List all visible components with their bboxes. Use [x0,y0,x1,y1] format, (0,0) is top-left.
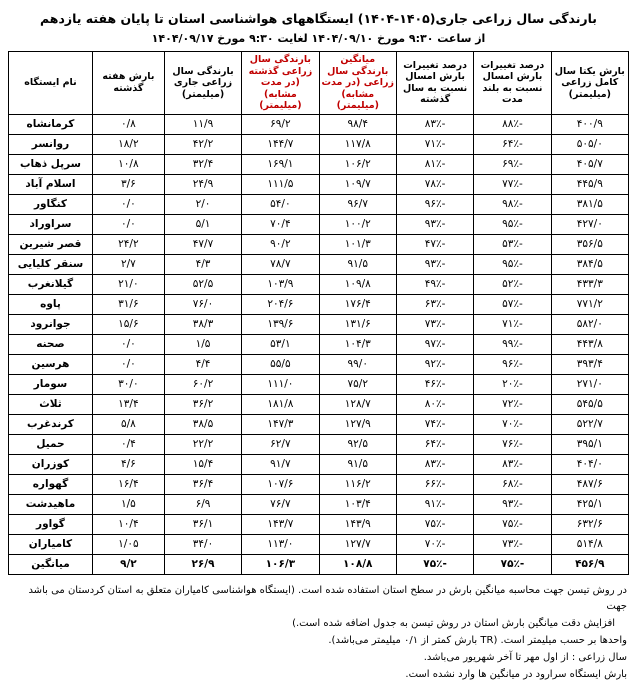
cell-lastyear-same-period: ۱۴۴/۷ [242,134,319,154]
cell-full-year: ۴۵۶/۹ [551,554,628,574]
footnotes [8,583,629,683]
cell-change-longterm: -۷۱٪ [474,314,551,334]
cell-full-year: ۵۸۲/۰ [551,314,628,334]
cell-average-same-period: ۱۰۰/۲ [319,214,396,234]
footnote-line: در روش تیسن جهت محاسبه میانگین بارش در سطح استان استفاده شده است. (ایستگاه هواشناسی کامیاران متعلق به استان کردستان می باشد جهت [28,584,627,612]
table-row [9,174,629,194]
cell-full-year: ۵۱۴/۸ [551,534,628,554]
cell-full-year: ۴۸۷/۶ [551,474,628,494]
cell-average-same-period: ۱۲۷/۷ [319,534,396,554]
cell-last-week: ۲/۷ [92,254,164,274]
cell-lastyear-same-period: ۱۰۳/۹ [242,274,319,294]
cell-station-name: پاوه [9,294,93,314]
table-row [9,334,629,354]
cell-change-longterm: -۷۵٪ [474,514,551,534]
cell-current-year: ۲/۰ [164,194,241,214]
cell-change-lastyear: -۴۹٪ [396,274,473,294]
header-block [8,10,629,47]
cell-station-name: ماهیدشت [9,494,93,514]
cell-average-same-period: ۱۱۷/۸ [319,134,396,154]
cell-average-same-period: ۱۰۶/۲ [319,154,396,174]
column-header-full-year: بارش یکتا سال کامل زراعی (میلیمتر) [551,52,628,115]
cell-last-week: ۵/۸ [92,414,164,434]
column-header-average-same-period: میانگین بارندگی سال زراعی (در مدت مشابه) (میلیمتر) [319,52,396,115]
cell-full-year: ۴۰۰/۹ [551,114,628,134]
cell-average-same-period: ۱۰۹/۷ [319,174,396,194]
cell-change-lastyear: -۹۳٪ [396,214,473,234]
cell-lastyear-same-period: ۶۹/۲ [242,114,319,134]
cell-average-same-period: ۱۰۱/۳ [319,234,396,254]
cell-change-longterm: -۹۸٪ [474,194,551,214]
cell-full-year: ۳۸۱/۵ [551,194,628,214]
footnote-line: سال زراعی : از اول مهر تا آخر شهریور می‌باشد. [423,651,627,663]
cell-full-year: ۶۳۲/۶ [551,514,628,534]
cell-station-name: ثلاث [9,394,93,414]
cell-station-name: کرمانشاه [9,114,93,134]
cell-current-year: ۳۲/۴ [164,154,241,174]
cell-station-name: روانسر [9,134,93,154]
cell-station-name: گواور [9,514,93,534]
cell-station-name: صحنه [9,334,93,354]
cell-average-same-period: ۱۰۸/۸ [319,554,396,574]
cell-last-week: ۱/۰۵ [92,534,164,554]
cell-change-longterm: -۹۵٪ [474,214,551,234]
cell-station-name: کامیاران [9,534,93,554]
cell-station-name: کنگاور [9,194,93,214]
cell-average-same-period: ۹۱/۵ [319,454,396,474]
cell-full-year: ۳۸۴/۵ [551,254,628,274]
cell-average-same-period: ۹۹/۰ [319,354,396,374]
cell-change-longterm: -۹۳٪ [474,494,551,514]
cell-station-name: سرپل ذهاب [9,154,93,174]
cell-change-longterm: -۵۷٪ [474,294,551,314]
table-row [9,434,629,454]
column-header-current-year: بارندگی سال زراعی جاری (میلیمتر) [164,52,241,115]
cell-full-year: ۵۴۵/۵ [551,394,628,414]
cell-last-week: ۱۰/۴ [92,514,164,534]
cell-lastyear-same-period: ۲۰۴/۶ [242,294,319,314]
cell-last-week: ۳/۶ [92,174,164,194]
table-row [9,394,629,414]
cell-current-year: ۲۶/۹ [164,554,241,574]
cell-change-lastyear: -۸۰٪ [396,394,473,414]
cell-last-week: ۰/۰ [92,194,164,214]
cell-lastyear-same-period: ۶۲/۷ [242,434,319,454]
cell-current-year: ۱/۵ [164,334,241,354]
cell-station-name: کوزران [9,454,93,474]
cell-current-year: ۶/۹ [164,494,241,514]
table-row [9,254,629,274]
cell-average-same-period: ۱۰۳/۴ [319,494,396,514]
footnote-line: واحدها بر حسب میلیمتر است. (TR بارش کمتر از ۰/۱ میلیمتر می‌باشد). [328,634,627,646]
cell-lastyear-same-period: ۱۱۱/۵ [242,174,319,194]
cell-average-same-period: ۱۳۱/۶ [319,314,396,334]
cell-change-lastyear: -۴۷٪ [396,234,473,254]
cell-station-name: هرسین [9,354,93,374]
table-row [9,514,629,534]
cell-current-year: ۴/۴ [164,354,241,374]
table-row [9,114,629,134]
cell-change-lastyear: -۶۴٪ [396,434,473,454]
cell-lastyear-same-period: ۱۶۹/۱ [242,154,319,174]
cell-full-year: ۴۲۷/۰ [551,214,628,234]
page-title: بارندگی سال زراعی جاری(۱۴۰۵-۱۴۰۴) ایستگاههای هواشناسی استان تا پایان هفته یازدهم [39,11,597,26]
cell-average-same-period: ۹۶/۷ [319,194,396,214]
cell-station-name: قصر شیرین [9,234,93,254]
cell-station-name: سومار [9,374,93,394]
cell-last-week: ۱۶/۴ [92,474,164,494]
cell-last-week: ۱۸/۲ [92,134,164,154]
cell-average-same-period: ۹۲/۵ [319,434,396,454]
cell-lastyear-same-period: ۱۸۱/۸ [242,394,319,414]
cell-change-lastyear: -۷۴٪ [396,414,473,434]
cell-lastyear-same-period: ۹۱/۷ [242,454,319,474]
table-row [9,354,629,374]
cell-change-lastyear: -۹۲٪ [396,354,473,374]
cell-change-lastyear: -۷۳٪ [396,314,473,334]
table-row [9,494,629,514]
table-body [9,114,629,574]
cell-last-week: ۴/۶ [92,454,164,474]
table-header-row [9,52,629,115]
cell-last-week: ۳۰/۰ [92,374,164,394]
cell-change-longterm: -۵۲٪ [474,274,551,294]
table-row [9,374,629,394]
table-row [9,274,629,294]
footnote-line: افزایش دقت میانگین بارش استان در روش تیسن به جدول اضافه شده است.) [292,617,615,629]
table-row [9,314,629,334]
cell-current-year: ۳۶/۴ [164,474,241,494]
cell-change-lastyear: -۷۸٪ [396,174,473,194]
cell-current-year: ۳۸/۳ [164,314,241,334]
table-row [9,154,629,174]
cell-change-longterm: -۲۰٪ [474,374,551,394]
cell-lastyear-same-period: ۷۰/۴ [242,214,319,234]
cell-current-year: ۴۲/۲ [164,134,241,154]
cell-last-week: ۹/۲ [92,554,164,574]
cell-current-year: ۴/۳ [164,254,241,274]
page-subtitle: از ساعت ۹:۳۰ مورخ ۱۴۰۴/۰۹/۱۰ لغایت ۹:۳۰ مورخ ۱۴۰۴/۰۹/۱۷ [151,32,486,45]
cell-change-lastyear: -۴۶٪ [396,374,473,394]
cell-average-same-period: ۷۵/۲ [319,374,396,394]
cell-current-year: ۵۲/۵ [164,274,241,294]
cell-last-week: ۰/۰ [92,214,164,234]
cell-lastyear-same-period: ۱۴۳/۷ [242,514,319,534]
cell-lastyear-same-period: ۱۳۹/۶ [242,314,319,334]
cell-change-longterm: -۷۶٪ [474,434,551,454]
cell-full-year: ۲۷۱/۰ [551,374,628,394]
cell-change-lastyear: -۹۱٪ [396,494,473,514]
cell-change-longterm: -۶۴٪ [474,134,551,154]
cell-full-year: ۴۰۴/۰ [551,454,628,474]
table-row [9,474,629,494]
cell-last-week: ۰/۴ [92,434,164,454]
table-row [9,194,629,214]
cell-change-longterm: -۷۳٪ [474,534,551,554]
cell-change-lastyear: -۶۶٪ [396,474,473,494]
cell-change-longterm: -۷۰٪ [474,414,551,434]
table-row [9,234,629,254]
cell-current-year: ۳۸/۵ [164,414,241,434]
cell-last-week: ۳۱/۶ [92,294,164,314]
cell-lastyear-same-period: ۵۵/۵ [242,354,319,374]
column-header-change-lastyear: درصد تغییرات بارش امسال نسبت به سال گذشته [396,52,473,115]
cell-change-lastyear: -۹۳٪ [396,254,473,274]
cell-full-year: ۴۳۳/۳ [551,274,628,294]
cell-lastyear-same-period: ۱۰۷/۶ [242,474,319,494]
cell-current-year: ۶۰/۲ [164,374,241,394]
footnote-line: بارش ایستگاه سرارود در میانگین ها وارد نشده است. [405,668,627,680]
cell-lastyear-same-period: ۷۶/۷ [242,494,319,514]
cell-last-week: ۰/۸ [92,114,164,134]
cell-lastyear-same-period: ۱۴۷/۳ [242,414,319,434]
cell-station-name: حمیل [9,434,93,454]
column-header-station-name: نام ایستگاه [9,52,93,115]
cell-change-longterm: -۷۲٪ [474,394,551,414]
cell-change-longterm: -۹۹٪ [474,334,551,354]
cell-full-year: ۴۴۳/۸ [551,334,628,354]
cell-average-same-period: ۱۷۶/۴ [319,294,396,314]
cell-full-year: ۵۲۲/۷ [551,414,628,434]
cell-average-same-period: ۱۱۶/۲ [319,474,396,494]
cell-current-year: ۵/۱ [164,214,241,234]
cell-lastyear-same-period: ۵۳/۱ [242,334,319,354]
cell-last-week: ۱۰/۸ [92,154,164,174]
cell-change-lastyear: -۸۳٪ [396,114,473,134]
cell-last-week: ۰/۰ [92,334,164,354]
column-header-change-longterm: درصد تغییرات بارش امسال نسبت به بلند مدت [474,52,551,115]
table-row [9,534,629,554]
cell-full-year: ۳۹۳/۴ [551,354,628,374]
cell-lastyear-same-period: ۱۰۶/۳ [242,554,319,574]
cell-change-lastyear: -۹۷٪ [396,334,473,354]
cell-last-week: ۱۵/۶ [92,314,164,334]
cell-change-lastyear: -۸۱٪ [396,154,473,174]
cell-change-longterm: -۵۳٪ [474,234,551,254]
cell-station-name: جوانرود [9,314,93,334]
cell-station-name: گیلانغرب [9,274,93,294]
cell-full-year: ۵۰۵/۰ [551,134,628,154]
rainfall-table [8,51,629,575]
cell-station-name: کرندغرب [9,414,93,434]
table-header [9,52,629,115]
cell-change-longterm: -۷۷٪ [474,174,551,194]
cell-change-longterm: -۹۶٪ [474,354,551,374]
table-row [9,214,629,234]
cell-change-lastyear: -۷۵٪ [396,514,473,534]
cell-last-week: ۲۱/۰ [92,274,164,294]
cell-station-name: اسلام آباد [9,174,93,194]
table-row-average [9,554,629,574]
cell-full-year: ۴۲۵/۱ [551,494,628,514]
cell-change-longterm: -۷۵٪ [474,554,551,574]
cell-full-year: ۴۰۵/۷ [551,154,628,174]
cell-current-year: ۴۷/۷ [164,234,241,254]
cell-change-longterm: -۹۵٪ [474,254,551,274]
cell-last-week: ۰/۰ [92,354,164,374]
cell-average-same-period: ۱۰۴/۳ [319,334,396,354]
cell-change-lastyear: -۸۳٪ [396,454,473,474]
cell-change-longterm: -۸۳٪ [474,454,551,474]
cell-last-week: ۲۴/۲ [92,234,164,254]
cell-average-same-period: ۹۸/۴ [319,114,396,134]
cell-change-lastyear: -۷۵٪ [396,554,473,574]
cell-current-year: ۲۴/۹ [164,174,241,194]
cell-current-year: ۲۲/۲ [164,434,241,454]
table-row [9,454,629,474]
cell-lastyear-same-period: ۵۴/۰ [242,194,319,214]
cell-full-year: ۳۵۶/۵ [551,234,628,254]
cell-station-name: میانگین [9,554,93,574]
cell-change-longterm: -۶۹٪ [474,154,551,174]
cell-average-same-period: ۱۰۹/۸ [319,274,396,294]
cell-average-same-period: ۱۲۷/۹ [319,414,396,434]
cell-current-year: ۳۴/۰ [164,534,241,554]
cell-change-lastyear: -۷۱٪ [396,134,473,154]
cell-change-lastyear: -۷۰٪ [396,534,473,554]
cell-lastyear-same-period: ۱۱۳/۰ [242,534,319,554]
cell-change-lastyear: -۹۶٪ [396,194,473,214]
cell-average-same-period: ۱۴۳/۹ [319,514,396,534]
cell-change-longterm: -۸۸٪ [474,114,551,134]
cell-average-same-period: ۱۲۸/۷ [319,394,396,414]
table-row [9,294,629,314]
cell-current-year: ۳۶/۱ [164,514,241,534]
cell-current-year: ۷۶/۰ [164,294,241,314]
cell-full-year: ۷۷۱/۲ [551,294,628,314]
table-row [9,414,629,434]
cell-current-year: ۳۶/۲ [164,394,241,414]
cell-station-name: سراوراد [9,214,93,234]
cell-current-year: ۱۱/۹ [164,114,241,134]
table-row [9,134,629,154]
cell-station-name: گهواره [9,474,93,494]
cell-change-longterm: -۶۸٪ [474,474,551,494]
column-header-last-week: بارش هفته گذشته [92,52,164,115]
cell-full-year: ۴۴۵/۹ [551,174,628,194]
cell-lastyear-same-period: ۹۰/۲ [242,234,319,254]
cell-average-same-period: ۹۱/۵ [319,254,396,274]
column-header-lastyear-same-period: بارندگی سال زراعی گذشته (در مدت مشابه) (میلیمتر) [242,52,319,115]
cell-current-year: ۱۵/۴ [164,454,241,474]
cell-last-week: ۱/۵ [92,494,164,514]
cell-station-name: سنقر کلیایی [9,254,93,274]
cell-last-week: ۱۳/۴ [92,394,164,414]
cell-lastyear-same-period: ۷۸/۷ [242,254,319,274]
cell-full-year: ۳۹۵/۱ [551,434,628,454]
cell-change-lastyear: -۶۳٪ [396,294,473,314]
cell-lastyear-same-period: ۱۱۱/۰ [242,374,319,394]
